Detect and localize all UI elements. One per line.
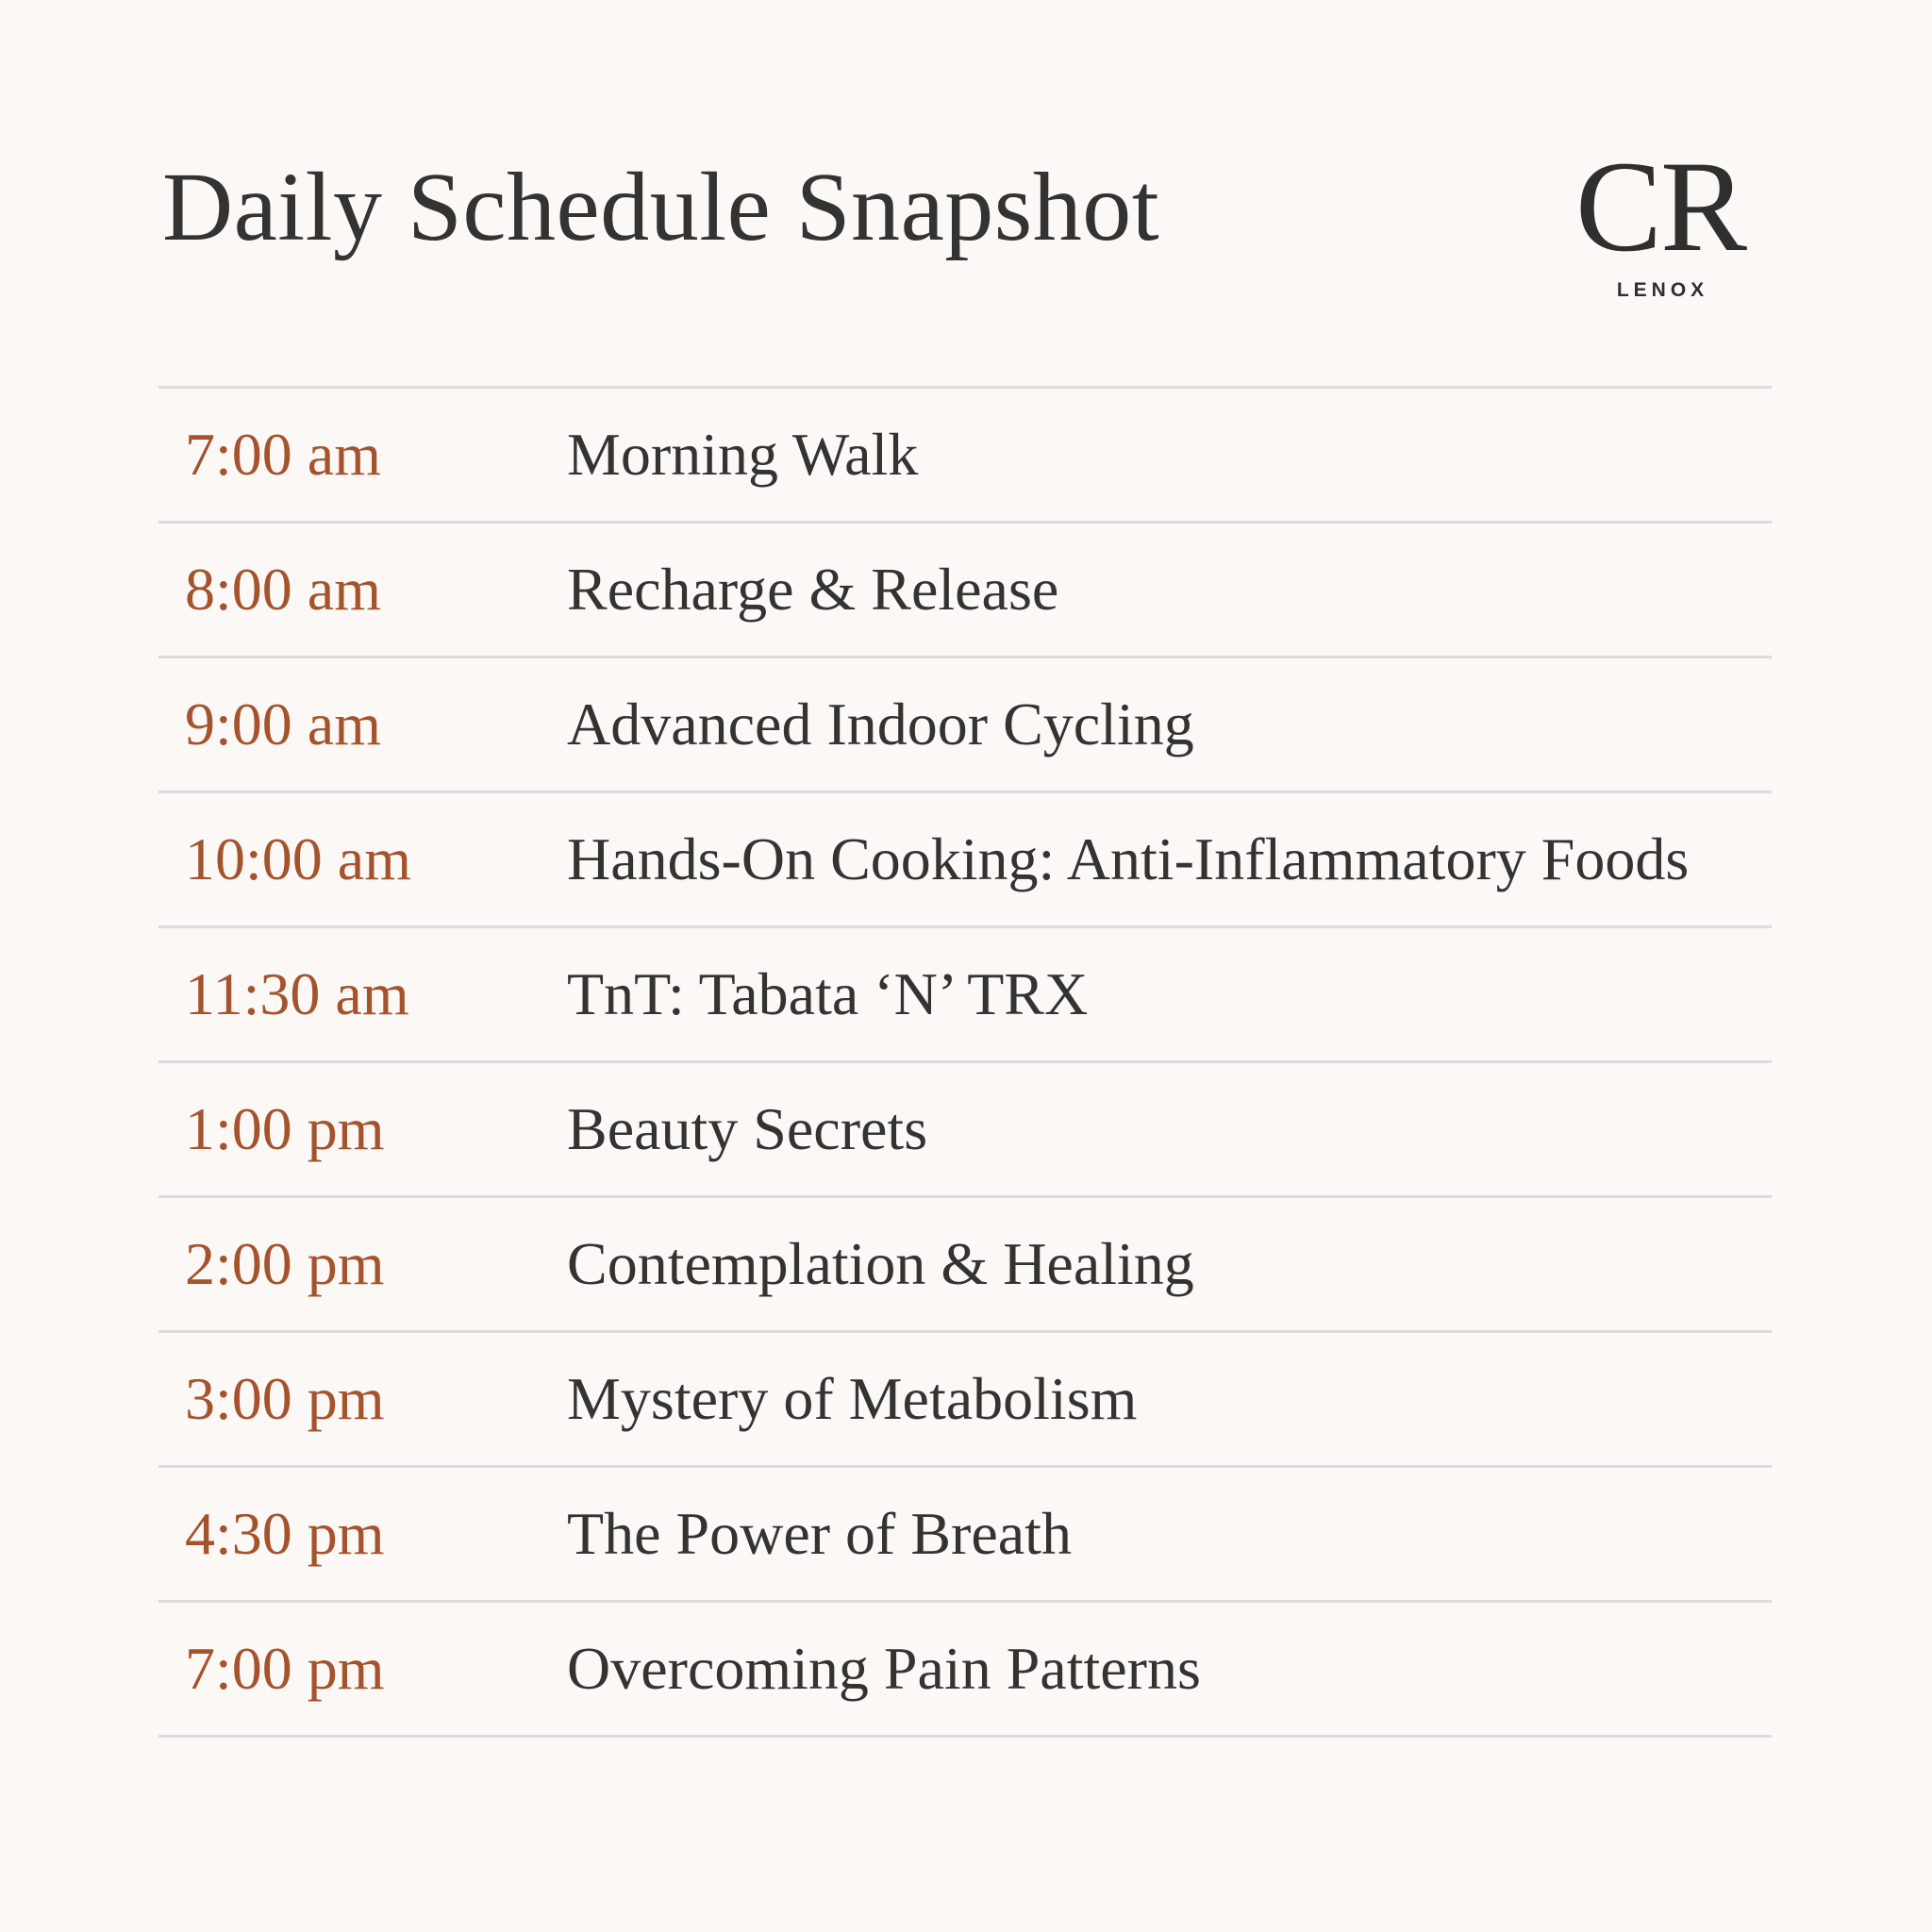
schedule-time: 8:00 am [185,556,381,623]
schedule-time: 7:00 pm [185,1635,385,1702]
schedule-row [158,1333,1772,1468]
schedule-row [158,1063,1772,1198]
page-title: Daily Schedule Snapshot [162,153,1160,261]
schedule-row [158,1468,1772,1603]
schedule-event: TnT: Tabata ‘N’ TRX [567,960,1089,1027]
schedule-time: 4:30 pm [185,1500,385,1567]
schedule-time: 10:00 am [185,825,411,892]
schedule-time: 1:00 pm [185,1095,385,1162]
logo-mark: CR [1574,134,1746,278]
logo-location: LENOX [1616,279,1709,301]
schedule-row [158,793,1772,928]
schedule-row [158,1198,1772,1333]
schedule-time: 2:00 pm [185,1230,385,1297]
schedule-event: Mystery of Metabolism [567,1365,1138,1432]
schedule-row [158,524,1772,658]
schedule-event: Overcoming Pain Patterns [567,1635,1201,1702]
schedule-event: Beauty Secrets [567,1095,928,1162]
schedule-row [158,389,1772,524]
schedule-time: 9:00 am [185,691,381,758]
schedule-row [158,658,1772,793]
schedule-event: Recharge & Release [567,556,1059,623]
schedule-event: Morning Walk [567,421,919,488]
schedule-time: 7:00 am [185,421,381,488]
schedule-list [158,386,1772,1738]
schedule-row [158,928,1772,1063]
schedule-time: 3:00 pm [185,1365,385,1432]
schedule-time: 11:30 am [185,960,409,1027]
schedule-row [158,1603,1772,1738]
schedule-event: Advanced Indoor Cycling [567,691,1194,758]
schedule-event: Hands-On Cooking: Anti-Inflammatory Foods [567,825,1690,892]
schedule-event: Contemplation & Healing [567,1230,1194,1297]
brand-logo [1547,134,1774,302]
schedule-event: The Power of Breath [567,1500,1072,1567]
